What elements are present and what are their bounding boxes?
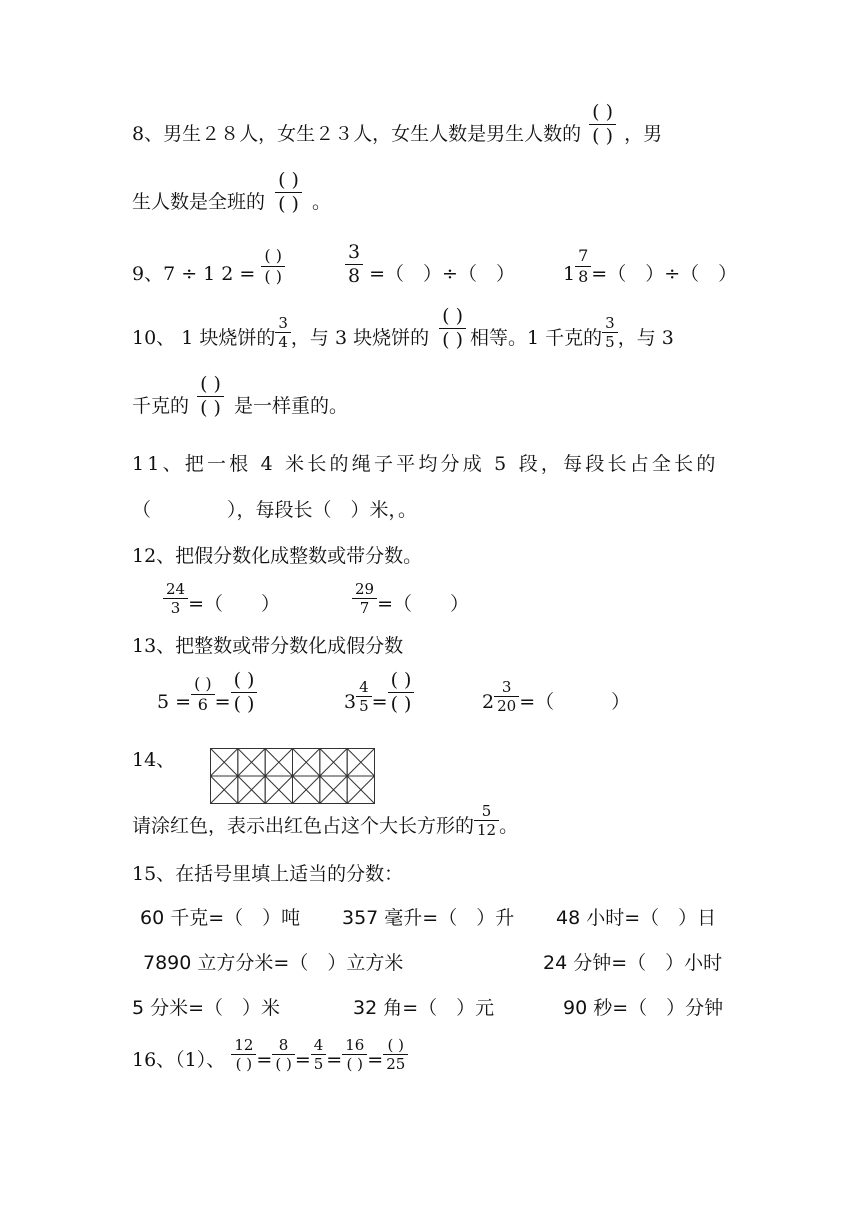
q9-fraction-3-8: $\frac{3}{8}$	[345, 242, 363, 287]
q15-item: 60 千克=（ ）吨	[140, 907, 301, 929]
q14-fraction-5-12: $\frac{5}{12}$	[474, 803, 499, 838]
q12-title: 12、把假分数化成整数或带分数。	[132, 545, 423, 567]
q16-fraction-4: $\frac{16}{( )}$	[342, 1037, 367, 1072]
q10-fraction-3-5: $\frac{3}{5}$	[602, 315, 618, 350]
q14-label: 14、	[132, 749, 176, 771]
q8-line2-text: 生人数是全班的	[132, 191, 266, 213]
q16-fraction-5: $\frac{( )}{25}$	[383, 1037, 408, 1072]
q15-item: 24 分钟=（ ）小时	[543, 952, 723, 974]
q11-line1: 11、把一根 4 米长的绳子平均分成 5 段，每段长占全长的	[132, 453, 719, 475]
q15-item: 7890 立方分米=（ ）立方米	[143, 952, 404, 974]
q16-eq-2: =	[294, 1049, 311, 1071]
q10-line2-text-a: 千克的	[132, 395, 190, 417]
q15-title: 15、在括号里填上适当的分数：	[132, 863, 404, 885]
q9-line	[132, 245, 285, 286]
q10-text-b: ，与 3 块烧饼的	[290, 327, 430, 349]
q12-b	[352, 579, 470, 617]
q13-fraction-blank-6: $\frac{( )}{6}$	[191, 675, 215, 714]
q13-b-whole: 3	[344, 691, 357, 713]
q10-text-d: ，与 3	[617, 327, 674, 349]
q16-eq-4: =	[367, 1049, 384, 1071]
q12-fraction-24-3: $\frac{24}{3}$	[163, 581, 188, 616]
q16-eq-1: =	[256, 1049, 273, 1071]
q13-c	[482, 677, 631, 715]
q15-item: 5 分米=（ ）米	[132, 997, 281, 1019]
q9-blank-fraction: $\frac{( )}{( )}$	[261, 247, 285, 286]
q16-fraction-1: $\frac{12}{( )}$	[231, 1037, 256, 1072]
q9-part3	[563, 245, 738, 286]
q13-a-text: 5 =	[157, 691, 192, 713]
q9-label: 9、7 ÷ 1 2 =	[132, 263, 256, 285]
q16-eq-3: =	[326, 1049, 343, 1071]
q14-text: 请涂红色，表示出红色占这个大长方形的	[132, 815, 475, 837]
q14-rectangle-grid[interactable]	[210, 748, 375, 804]
q13-c-text: =（ ）	[519, 691, 631, 713]
q8-line1	[132, 100, 663, 147]
q13-blank-fraction-a: $\frac{( )}{( )}$	[231, 670, 258, 715]
q15-item: 48 小时=（ ）日	[556, 907, 717, 929]
q15-item: 32 角=（ ）元	[353, 997, 495, 1019]
q8-line2-end: 。	[311, 191, 331, 213]
q9-part2	[345, 240, 515, 287]
q8-line2	[132, 168, 331, 215]
q16-line	[132, 1035, 408, 1073]
q8-text: 8、男生２８人，女生２３人，女生人数是男生人数的	[132, 123, 582, 145]
q12-a-text: =（ ）	[188, 593, 281, 615]
q13-fraction-4-5: $\frac{4}{5}$	[356, 679, 372, 714]
q10-text-c: 相等。1 千克的	[470, 327, 603, 349]
q13-blank-fraction-b: $\frac{( )}{( )}$	[388, 670, 415, 715]
q8-text-end: ，男	[624, 123, 663, 145]
q13-eq: =	[214, 691, 231, 713]
q10-fraction-3-4: $\frac{3}{4}$	[275, 315, 291, 350]
q9-part2-text: =（ ）÷（ ）	[369, 263, 515, 285]
q13-fraction-3-20: $\frac{3}{20}$	[494, 679, 519, 714]
q16-fraction-3: $\frac{4}{5}$	[311, 1037, 327, 1072]
q14-end: 。	[499, 815, 519, 837]
q9-fraction-7-8: $\frac{7}{8}$	[575, 247, 591, 286]
q15-item: 90 秒=（ ）分钟	[563, 997, 724, 1019]
q11-line2: （ ），每段长（ ）米，。	[132, 499, 418, 521]
q10-line2-text-b: 是一样重的。	[233, 395, 348, 417]
q8-blank-fraction-2: $\frac{( )}{( )}$	[275, 170, 302, 215]
q9-part3-text: =（ ）÷（ ）	[591, 263, 738, 285]
q13-title: 13、把整数或带分数化成假分数	[132, 635, 404, 657]
q8-blank-fraction: $\frac{( )}{( )}$	[589, 102, 616, 147]
q10-blank-fraction-2: $\frac{( )}{( )}$	[197, 374, 224, 419]
q12-b-text: =（ ）	[377, 593, 470, 615]
q9-whole: 1	[563, 263, 576, 285]
q12-a	[163, 579, 281, 617]
q13-a	[157, 668, 257, 715]
q10-blank-fraction: $\frac{( )}{( )}$	[439, 306, 466, 351]
q10-line1	[132, 304, 674, 351]
q12-fraction-29-7: $\frac{29}{7}$	[352, 581, 377, 616]
q15-item: 357 毫升=（ ）升	[342, 907, 515, 929]
q16-label: 16、（1）、	[132, 1049, 226, 1071]
q13-b	[344, 668, 414, 715]
q14-text-line	[132, 801, 519, 839]
q10-text-a: 10、 1 块烧饼的	[132, 327, 276, 349]
q13-eq-b: =	[371, 691, 388, 713]
q13-c-whole: 2	[482, 691, 495, 713]
q10-line2	[132, 372, 348, 419]
q16-fraction-2: $\frac{8}{( )}$	[272, 1037, 294, 1072]
